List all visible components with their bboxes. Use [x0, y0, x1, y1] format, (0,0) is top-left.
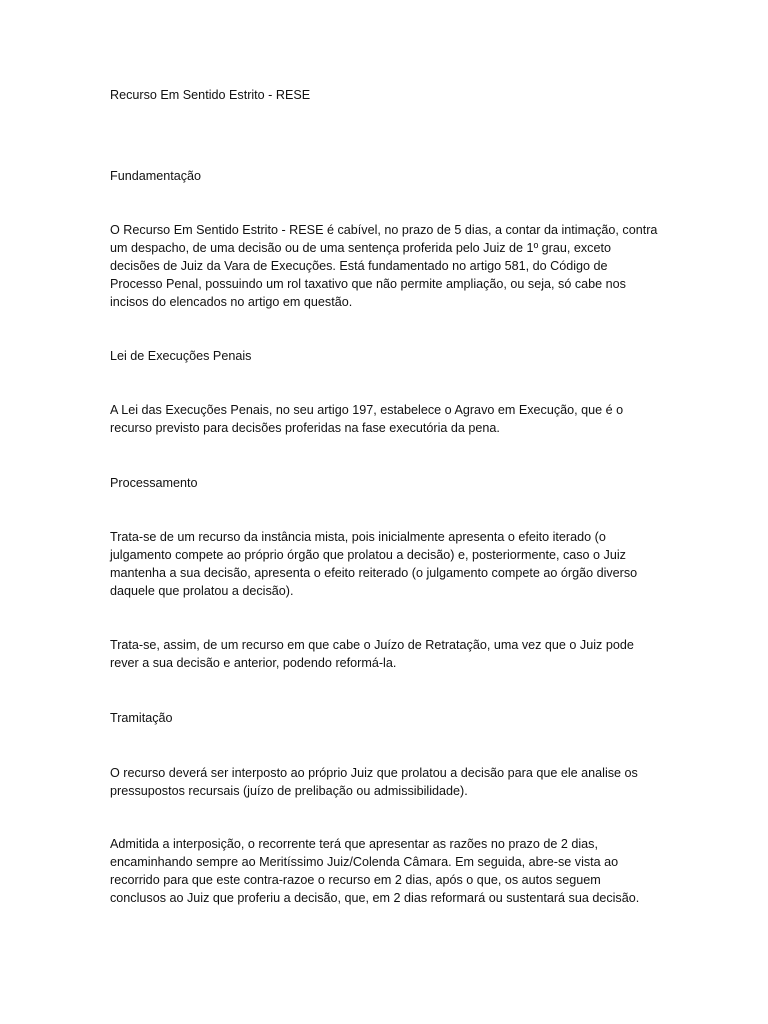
section-heading-fundamentacao: Fundamentação [110, 169, 202, 183]
paragraph-line: encaminhando sempre ao Meritíssimo Juiz/Colenda Câmara. Em seguida, abre-se vista ao [110, 855, 619, 869]
paragraph-line: decisões de Juiz da Vara de Execuções. Está fundamentado no artigo 581, do Código de [110, 259, 608, 273]
paragraph-line: julgamento compete ao próprio órgão que prolatou a decisão) e, posteriormente, caso o Juiz [110, 548, 626, 562]
paragraph-line: um despacho, de uma decisão ou de uma sentença proferida pelo Juiz de 1º grau, exceto [110, 241, 611, 255]
paragraph-line: incisos do elencados no artigo em questão. [110, 295, 353, 309]
section-heading-tramitacao: Tramitação [110, 711, 173, 725]
paragraph-line: Trata-se de um recurso da instância mista, pois inicialmente apresenta o efeito iterado (o [110, 530, 606, 544]
paragraph-line: recorrido para que este contra-razoe o recurso em 2 dias, após o que, os autos seguem [110, 873, 601, 887]
paragraph-line: conclusos ao Juiz que proferiu a decisão, que, em 2 dias reformará ou sustentará sua decisão. [110, 891, 640, 905]
paragraph-lei-execucoes [110, 401, 662, 437]
paragraph-line: Admitida a interposição, o recorrente terá que apresentar as razões no prazo de 2 dias, [110, 837, 598, 851]
paragraph-line: A Lei das Execuções Penais, no seu artigo 197, estabelece o Agravo em Execução, que é o [110, 403, 624, 417]
paragraph-line: pressupostos recursais (juízo de prelibação ou admissibilidade). [110, 784, 468, 798]
paragraph-line: mantenha a sua decisão, apresenta o efeito reiterado (o julgamento compete ao órgão diverso [110, 566, 638, 580]
paragraph-line: daquele que prolatou a decisão). [110, 584, 294, 598]
paragraph-processamento-2 [110, 636, 662, 672]
paragraph-processamento-1 [110, 528, 662, 600]
document-title: Recurso Em Sentido Estrito - RESE [110, 88, 311, 102]
paragraph-line: rever a sua decisão e anterior, podendo reformá-la. [110, 656, 397, 670]
section-heading-processamento: Processamento [110, 476, 198, 490]
paragraph-line: Trata-se, assim, de um recurso em que cabe o Juízo de Retratação, uma vez que o Juiz pode [110, 638, 634, 652]
paragraph-tramitacao-2 [110, 835, 662, 907]
paragraph-line: O Recurso Em Sentido Estrito - RESE é cabível, no prazo de 5 dias, a contar da intimação, contra [110, 223, 658, 237]
section-heading-lei-execucoes: Lei de Execuções Penais [110, 349, 252, 363]
paragraph-tramitacao-1 [110, 764, 662, 800]
paragraph-line: O recurso deverá ser interposto ao próprio Juiz que prolatou a decisão para que ele analise os [110, 766, 638, 780]
paragraph-line: recurso previsto para decisões proferidas na fase executória da pena. [110, 421, 500, 435]
paragraph-line: Processo Penal, possuindo um rol taxativo que não permite ampliação, ou seja, só cabe nos [110, 277, 626, 291]
paragraph-fundamentacao [110, 221, 662, 311]
